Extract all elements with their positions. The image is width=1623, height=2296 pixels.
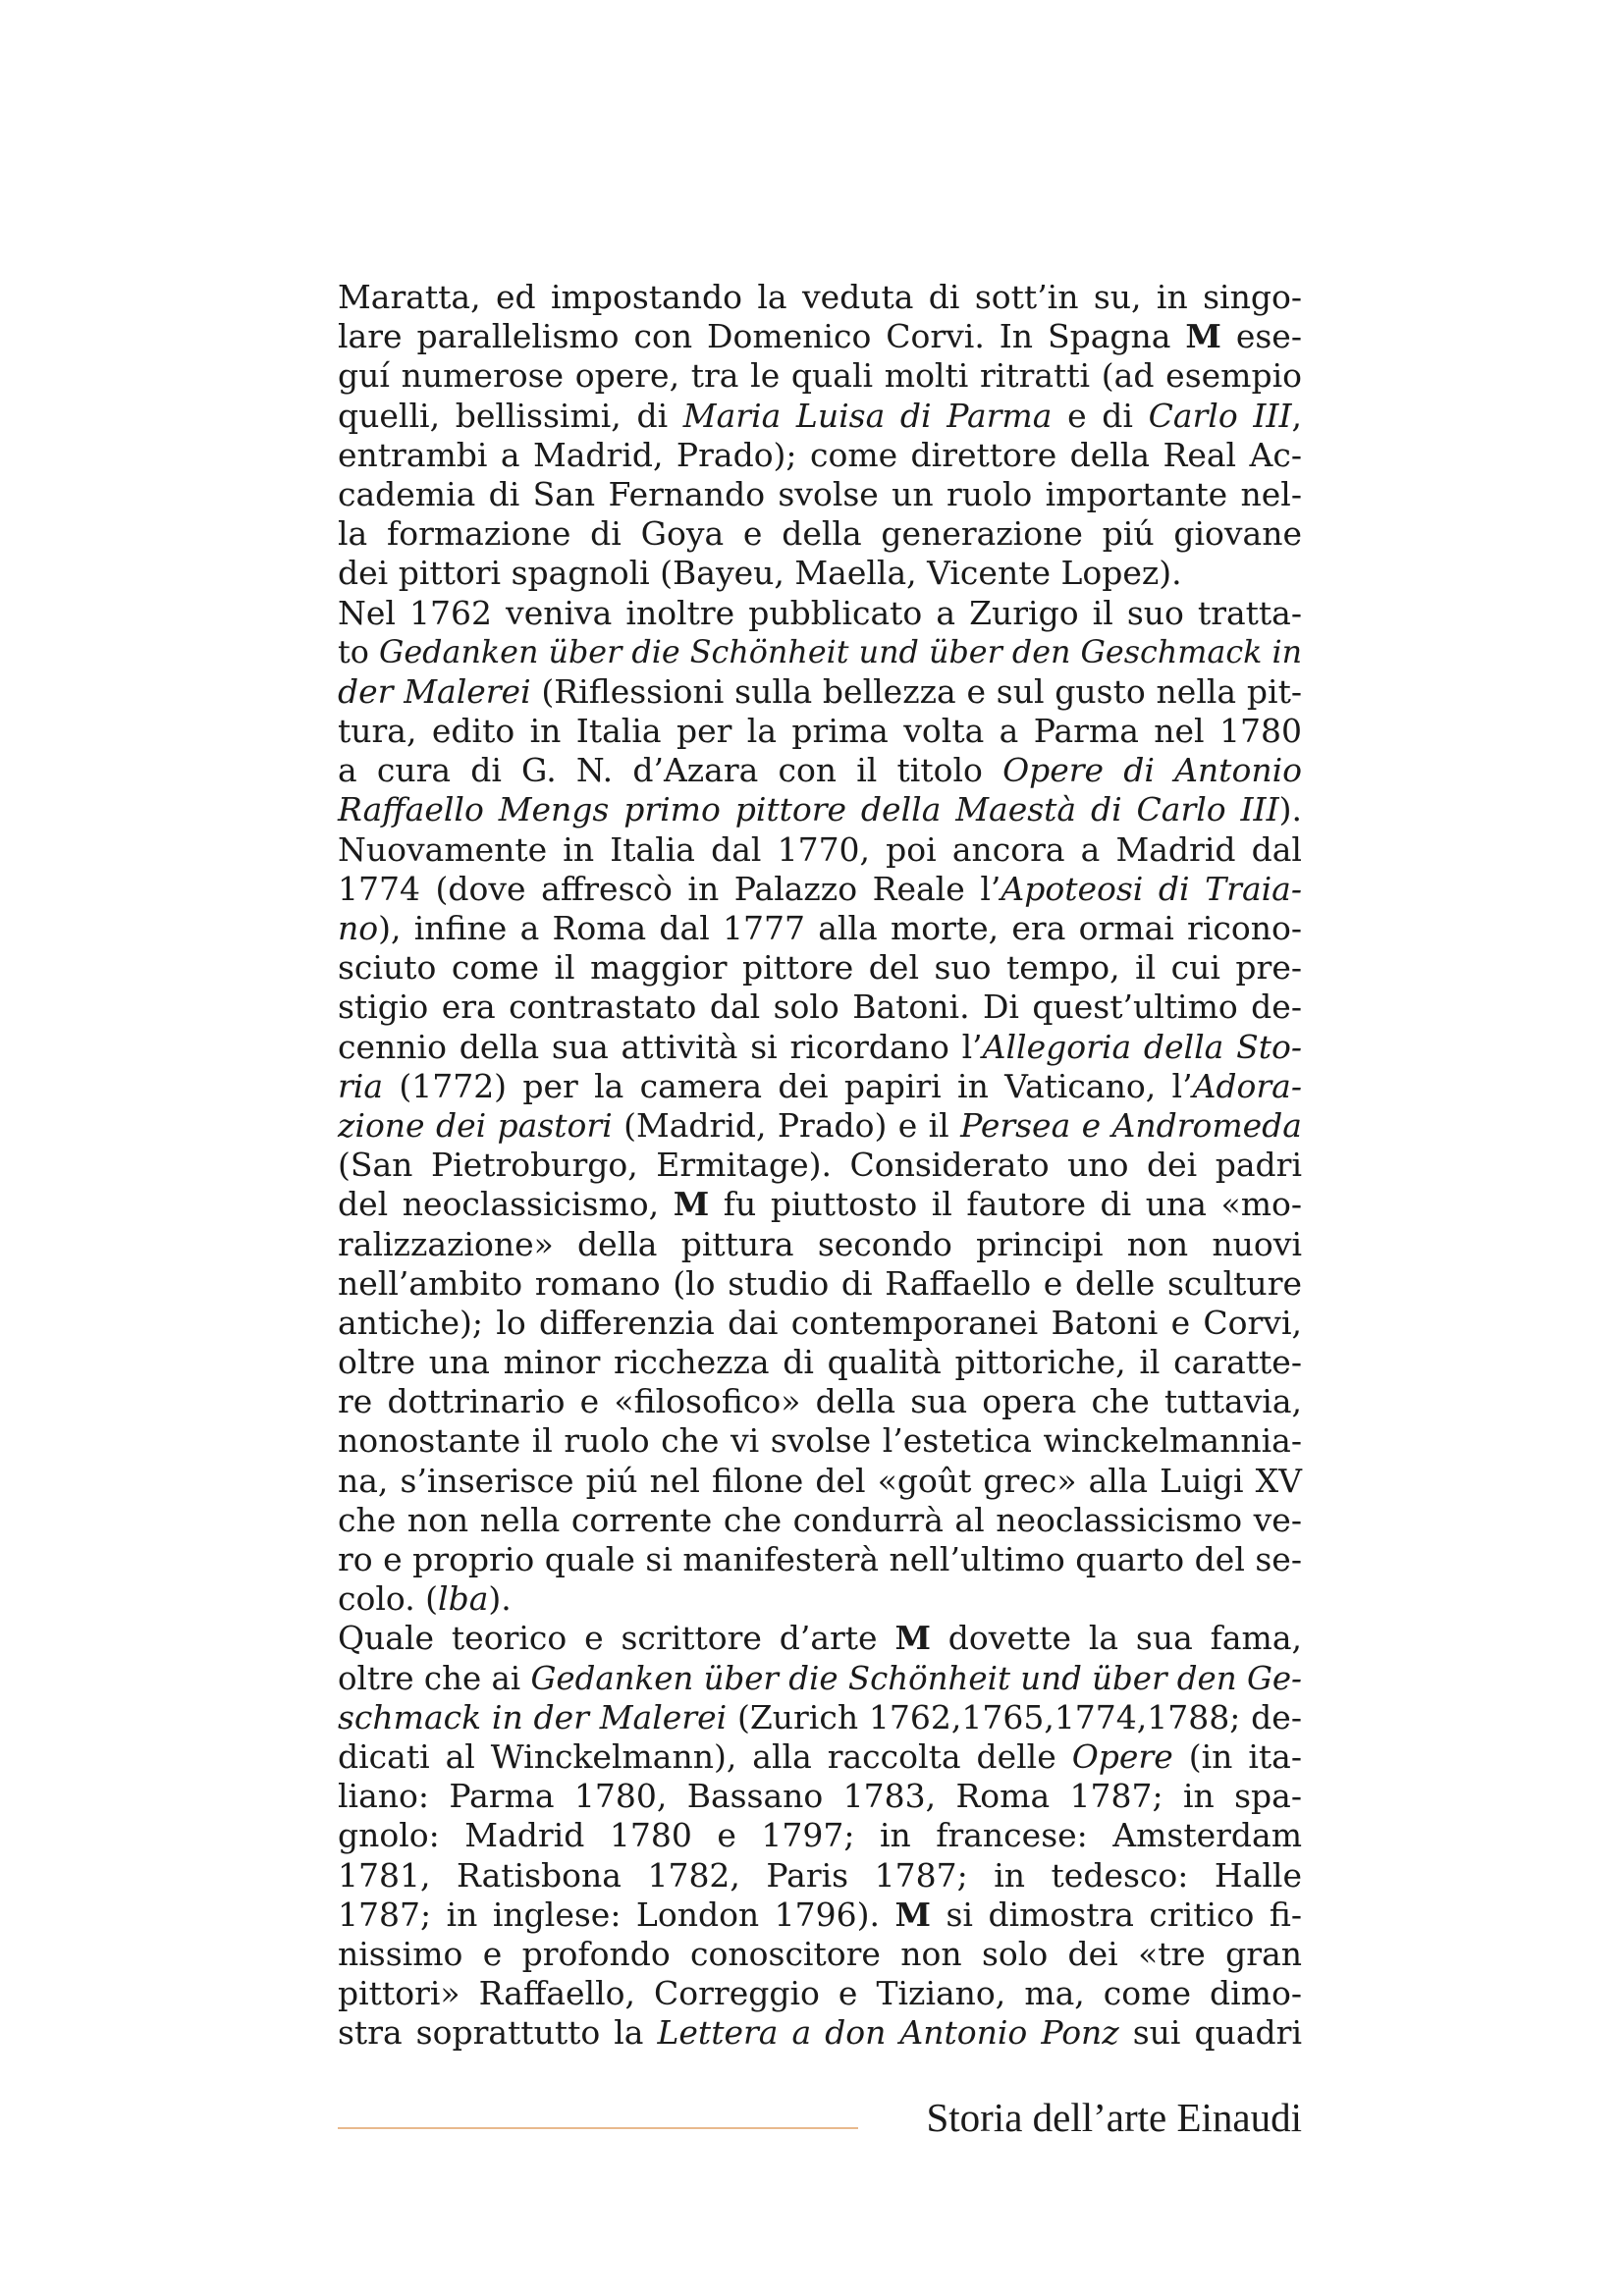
text-run: (in ita- (1172, 1736, 1302, 1776)
italic-title: ria (338, 1066, 384, 1105)
text-line (338, 1146, 1302, 1185)
text-line (338, 1737, 1302, 1777)
bold-abbreviation: M (673, 1185, 710, 1224)
text-line (338, 1777, 1302, 1816)
text-run: (Madrid, Prado) e il (612, 1105, 961, 1145)
text-run: nonostante il ruolo che vi svolse l’estetica winckelmannia- (338, 1421, 1302, 1461)
text-run: 1781, Ratisbona 1782, Paris 1787; in tedesco: Halle (338, 1855, 1302, 1895)
text-line (338, 1974, 1302, 2013)
text-run: guí numerose opere, tra le quali molti ritratti (ad esempio (338, 356, 1302, 396)
text-line (338, 1579, 1302, 1619)
text-run: che non nella corrente che condurrà al neoclassicismo ve- (338, 1500, 1302, 1539)
text-run: oltre una minor ricchezza di qualità pittoriche, il caratte- (338, 1343, 1302, 1382)
text-run: re dottrinario e «filosofico» della sua opera che tuttavia, (338, 1382, 1302, 1421)
text-line (338, 1382, 1302, 1421)
text-line (338, 1698, 1302, 1737)
text-line (338, 1856, 1302, 1896)
text-run: e di (1052, 396, 1149, 435)
text-run: Quale teorico e scrittore d’arte (338, 1619, 895, 1658)
italic-title: schmack in der Malerei (338, 1697, 728, 1736)
text-run: na, s’inserisce piú nel filone del «goût grec» alla Luigi XV (338, 1461, 1302, 1500)
text-run: (Zurich 1762,1765,1774,1788; de- (727, 1697, 1302, 1736)
text-run: ese- (1220, 317, 1302, 356)
text-line (338, 1343, 1302, 1382)
text-line (338, 790, 1302, 829)
text-run: pittori» Raffaello, Correggio e Tiziano, ma, come dimo- (338, 1974, 1302, 2013)
text-run: ). (488, 1579, 512, 1619)
text-line (338, 1935, 1302, 1974)
text-run: si dimostra critico fi- (931, 1895, 1302, 1934)
text-run: Nel 1762 veniva inoltre pubblicato a Zurigo il suo tratta- (338, 593, 1302, 632)
text-run: Nuovamente in Italia dal 1770, poi ancora a Madrid dal (338, 829, 1302, 869)
text-run: lare parallelismo con Domenico Corvi. In Spagna (338, 317, 1186, 356)
text-line (338, 909, 1302, 948)
text-line (338, 436, 1302, 475)
text-line (338, 1185, 1302, 1224)
text-run: dovette la sua fama, (930, 1619, 1302, 1658)
text-line (338, 830, 1302, 870)
text-run: Maratta, ed impostando la veduta di sott’in su, in singo- (338, 278, 1302, 316)
text-run: (1772) per la camera dei papiri in Vaticano, l’ (383, 1066, 1193, 1105)
text-run: quelli, bellissimi, di (338, 396, 683, 435)
italic-title: Gedanken über die Schönheit und über den Ge- (530, 1659, 1302, 1697)
body-text (338, 278, 1302, 2053)
italic-title: Opere (1071, 1736, 1173, 1776)
text-run: dei pittori spagnoli (Bayeu, Maella, Vicente Lopez). (338, 554, 1182, 593)
text-run: 1787; in inglese: London 1796). (338, 1895, 895, 1934)
text-line (338, 1816, 1302, 1855)
text-line (338, 1619, 1302, 1658)
text-run: , (1291, 396, 1302, 435)
text-line (338, 554, 1302, 593)
footer-rule (338, 2127, 858, 2129)
text-run: la formazione di Goya e della generazione piú giovane (338, 514, 1302, 554)
text-line (338, 1225, 1302, 1264)
bold-abbreviation: M (894, 1619, 931, 1658)
text-line (338, 278, 1302, 317)
italic-title: lba (438, 1579, 489, 1619)
text-line (338, 514, 1302, 554)
text-line (338, 1896, 1302, 1935)
italic-title: zione dei pastori (338, 1105, 613, 1145)
text-run: sui quadri (1118, 2013, 1302, 2053)
text-run: colo. ( (338, 1579, 439, 1619)
text-line (338, 356, 1302, 396)
text-run: (Riflessioni sulla bellezza e sul gusto nella pit- (530, 671, 1302, 711)
text-run: liano: Parma 1780, Bassano 1783, Roma 1787; in spa- (338, 1777, 1302, 1816)
text-run: stra soprattutto la (338, 2013, 658, 2053)
bold-abbreviation: M (894, 1895, 932, 1934)
text-line (338, 317, 1302, 356)
text-line (338, 1462, 1302, 1501)
text-line (338, 1659, 1302, 1698)
text-run: gnolo: Madrid 1780 e 1797; in francese: Amsterdam (338, 1816, 1302, 1855)
text-line (338, 1421, 1302, 1461)
italic-title: no (338, 909, 379, 947)
text-run: ), infine a Roma dal 1777 alla morte, era ormai ricono- (378, 909, 1302, 947)
text-line (338, 475, 1302, 514)
italic-title: Adora- (1192, 1066, 1302, 1105)
text-run: a cura di G. N. d’Azara con il titolo (338, 751, 1003, 790)
text-line (338, 751, 1302, 790)
text-line (338, 1028, 1302, 1067)
text-run: cademia di San Fernando svolse un ruolo importante nel- (338, 474, 1302, 513)
text-run: tura, edito in Italia per la prima volta a Parma nel 1780 (338, 712, 1302, 751)
text-line (338, 1106, 1302, 1146)
italic-title: Raffaello Mengs primo pittore della Maestà di Carlo III (338, 790, 1279, 829)
text-run: 1774 (dove affrescò in Palazzo Reale l’ (338, 869, 1001, 908)
text-line (338, 397, 1302, 436)
italic-title: Maria Luisa di Parma (682, 396, 1053, 435)
text-line (338, 1501, 1302, 1540)
text-run: ro e proprio quale si manifesterà nell’ultimo quarto del se- (338, 1540, 1302, 1578)
text-run: to (338, 634, 379, 670)
text-run: sciuto come il maggior pittore del suo tempo, il cui pre- (338, 948, 1302, 988)
text-run: oltre che ai (338, 1659, 531, 1697)
text-run: (San Pietroburgo, Ermitage). Considerato uno dei padri (338, 1146, 1302, 1185)
text-run: nell’ambito romano (lo studio di Raffaello e delle sculture (338, 1263, 1302, 1303)
text-run: entrambi a Madrid, Prado); come direttore della Real Ac- (338, 435, 1302, 474)
page-footer (338, 2094, 1302, 2143)
text-run: antiche); lo differenzia dai contemporanei Batoni e Corvi, (338, 1303, 1302, 1342)
text-run: cennio della sua attività si ricordano l’ (338, 1027, 983, 1066)
text-run: stigio era contrastato dal solo Batoni. Di quest’ultimo de- (338, 988, 1302, 1027)
bold-abbreviation: M (1185, 317, 1221, 356)
text-run: ralizzazione» della pittura secondo principi non nuovi (338, 1224, 1302, 1263)
text-run: fu piuttosto il fautore di una «mo- (709, 1185, 1303, 1224)
text-run: nissimo e profondo conoscitore non solo dei «tre gran (338, 1934, 1302, 1973)
text-line (338, 1264, 1302, 1304)
italic-title: Allegoria della Sto- (982, 1027, 1302, 1066)
text-line (338, 2013, 1302, 2053)
italic-title: Carlo III (1148, 396, 1292, 435)
text-line (338, 1304, 1302, 1343)
italic-title: Apoteosi di Traia- (1001, 869, 1302, 908)
text-line (338, 1540, 1302, 1579)
text-line (338, 712, 1302, 751)
italic-title: Gedanken über die Schönheit und über den Geschmack in (379, 634, 1303, 670)
text-run: del neoclassicismo, (338, 1185, 674, 1224)
text-line (338, 870, 1302, 909)
text-run: ). (1278, 790, 1302, 829)
text-line (338, 633, 1302, 672)
text-line (338, 948, 1302, 988)
footer-title: Storia dell’arte Einaudi (926, 2095, 1302, 2140)
text-line (338, 594, 1302, 633)
text-line (338, 1067, 1302, 1106)
italic-title: Opere di Antonio (1002, 751, 1302, 790)
text-run: dicati al Winckelmann), alla raccolta delle (338, 1736, 1072, 1776)
italic-title: der Malerei (338, 671, 531, 711)
text-line (338, 988, 1302, 1027)
italic-title: Persea e Andromeda (960, 1105, 1302, 1145)
text-line (338, 672, 1302, 712)
italic-title: Lettera a don Antonio Ponz (657, 2013, 1119, 2053)
